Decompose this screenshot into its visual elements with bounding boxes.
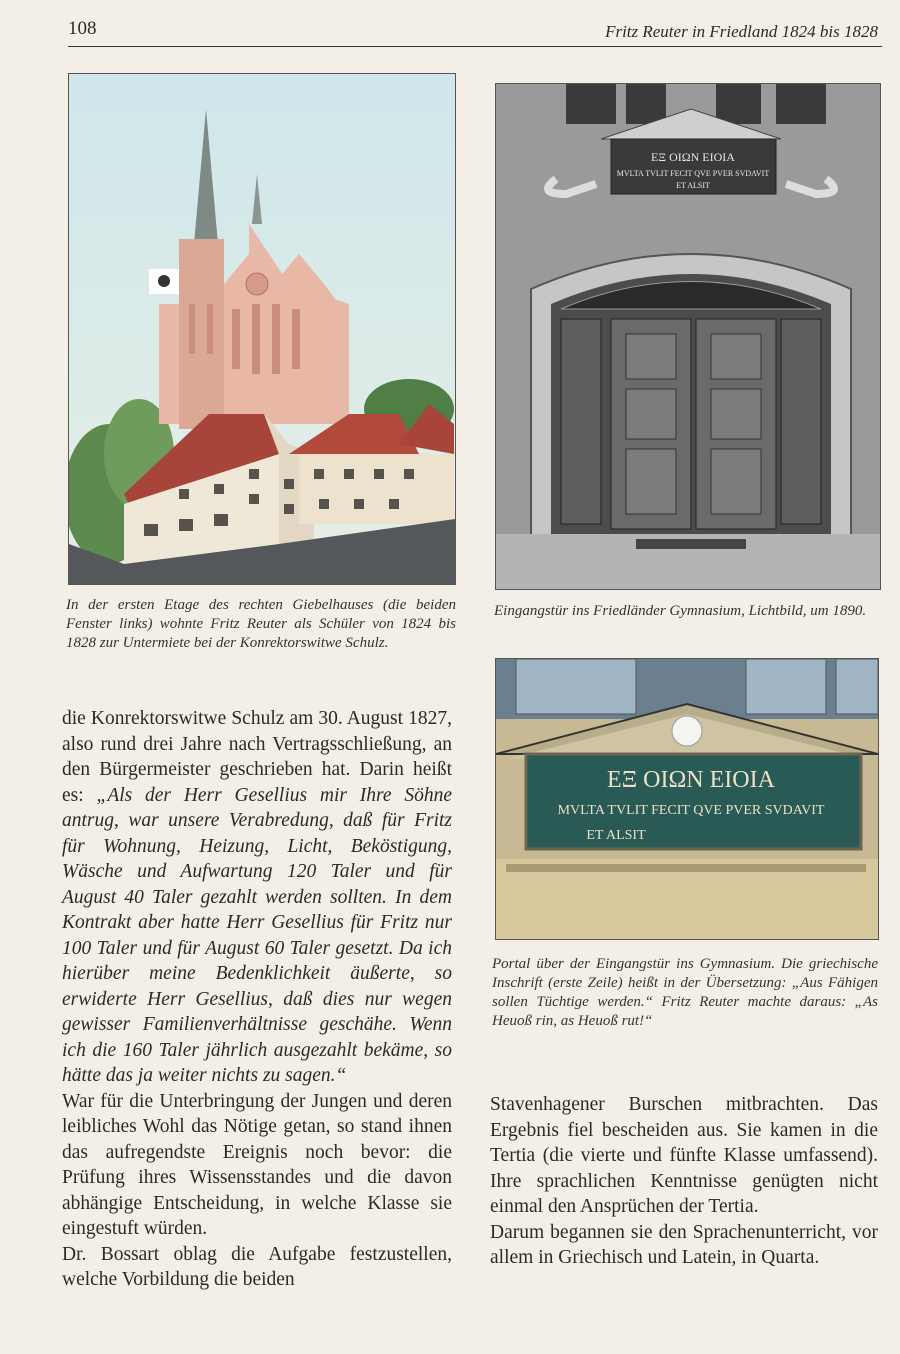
portal-photo-caption: Portal über der Eingangstür ins Gymnasium. Die griechische Inschrift (erste Zeile) heißt in der Übersetzung: „Aus Fähigen sollen Tüchtige werden.“ Fritz Reuter machte daraus: „As Heuoß rin, as Heuoß rut!“ [492, 956, 878, 1029]
door-photo-caption: Eingangstür ins Friedländer Gymnasium, Lichtbild, um 1890. [494, 603, 867, 619]
right-column-text [490, 1092, 878, 1271]
portal-inscription-line2: MVLTA TVLIT FECIT QVE PVER SVDAVIT [557, 803, 825, 818]
header-rule [68, 46, 882, 47]
door-inscription-line3: ET ALSIT [676, 181, 710, 190]
right-paragraph-2: Darum begannen sie den Sprachenunterricht, vor allem in Griechisch und Latein, in Quarta. [490, 1221, 878, 1268]
page-number: 108 [68, 18, 97, 39]
church-photo-caption: In der ersten Etage des rechten Giebelhauses (die beiden Fenster links) wohnte Fritz Reuter als Schüler von 1824 bis 1828 zur Untermiete bei der Konrektorswitwe Schulz. [66, 597, 456, 651]
portal-inscription-line1: ΕΞ ΟΙΩΝ ΕΙΟΙΑ [607, 767, 775, 793]
church-photo [68, 73, 456, 585]
door-inscription-line2: MVLTA TVLIT FECIT QVE PVER SVDAVIT [616, 169, 770, 178]
left-paragraph-1-quote: „Als der Herr Gesellius mir Ihre Söhne antrug, war unsere Verabredung, daß für Fritz für Wohnung, Heizung, Licht, Beköstigung, Wäsche und Aufwartung 120 Taler und für August 40 Taler gezahlt werden sollten. In dem Kontrakt aber hatte Herr Gesellius für Fritz nur 100 Taler und für August 60 Taler gesetzt. Da ich hierüber meine Bedenklichkeit äußerte, so erwiderte Herr Gesellius, daß dies nur wegen gewisser Familienverhältnisse geschähe. Wenn ich die 160 Taler jährlich ausgezahlt bekäme, so hätte das ja weiter nichts zu sagen.“ [62, 784, 452, 1086]
left-column-text [62, 706, 452, 1293]
right-paragraph-1: Stavenhagener Burschen mitbrachten. Das Ergebnis fiel bescheiden aus. Sie kamen in die Tertia (die vierte und fünfte Klasse umfassend). Ihre sprachlichen Kenntnisse genügten nicht einmal den Ansprüchen der Tertia. [490, 1094, 878, 1217]
portal-illustration [496, 659, 878, 939]
portal-inscription-line3: ET ALSIT [586, 828, 646, 843]
left-paragraph-3: Dr. Bossart oblag die Aufgabe festzustellen, welche Vorbildung die beiden [62, 1243, 452, 1290]
page-header [0, 0, 900, 50]
left-paragraph-1 [62, 706, 452, 1089]
door-inscription-line1: ΕΞ ΟΙΩΝ ΕΙΟΙΑ [651, 150, 735, 164]
door-illustration [496, 84, 880, 589]
church-illustration [69, 74, 455, 584]
running-head: Fritz Reuter in Friedland 1824 bis 1828 [605, 22, 878, 41]
left-paragraph-2: War für die Unterbringung der Jungen und deren leibliches Wohl das Nötige getan, so stand ihnen das aufregendste Ereignis noch bevor: die Prüfung ihres Wissensstandes und die davon abhängige Entscheidung, in welche Klasse sie eingestuft würden. [62, 1090, 452, 1239]
door-photo [495, 83, 881, 590]
left-paragraph-1-intro: die Konrektorswitwe Schulz am 30. August 1827, also rund drei Jahre nach Vertragsschließung, an den Bürgermeister geschrieben hat. Darin heißt es: [62, 708, 452, 806]
portal-photo [495, 658, 879, 940]
